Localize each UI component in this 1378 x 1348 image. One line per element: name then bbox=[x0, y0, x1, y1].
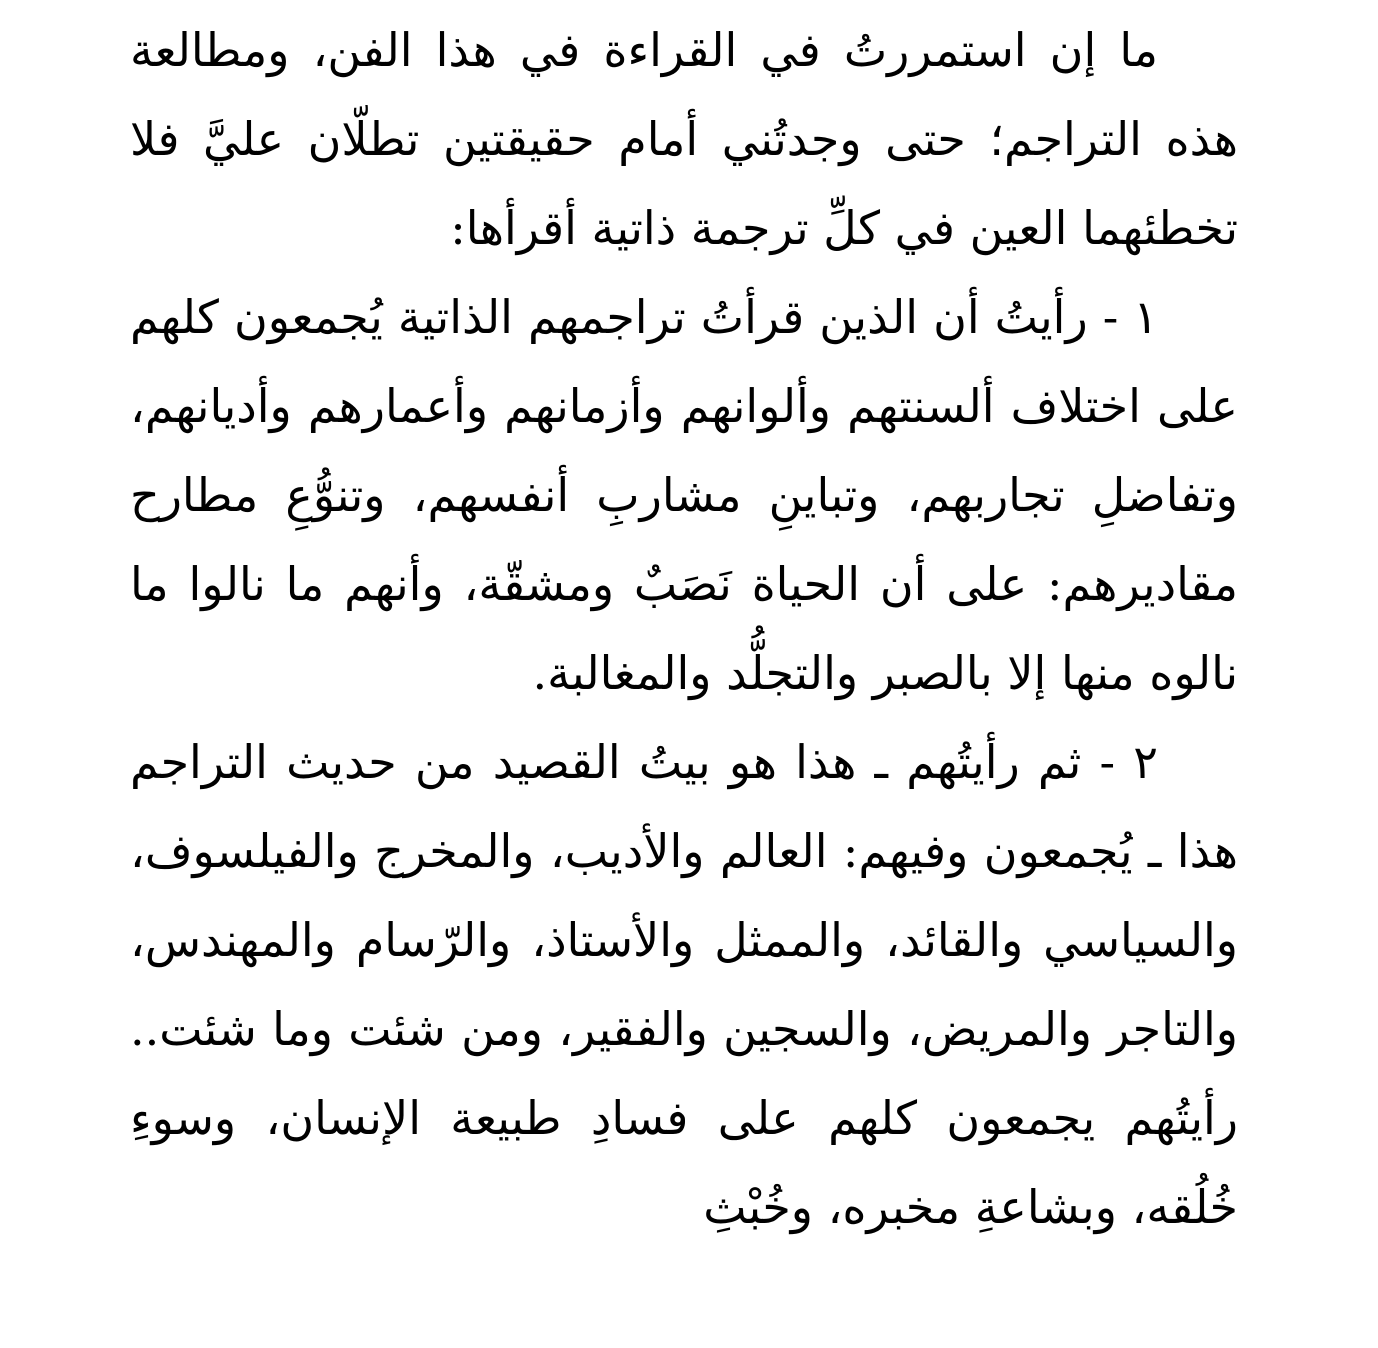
paragraph-intro: ما إن استمررتُ في القراءة في هذا الفن، ومطالعة هذه التراجم؛ حتى وجدتُني أمام حقيقتين تطلّان عليَّ فلا تخطئهما العين في كلِّ ترجمة ذاتية أقرأها: bbox=[130, 23, 1238, 255]
document-page bbox=[130, 6, 1238, 1252]
paragraph-point-one: ١ - رأيتُ أن الذين قرأتُ تراجمهم الذاتية يُجمعون كلهم على اختلاف ألسنتهم وألوانهم وأزمانهم وأعمارهم وأديانهم، وتفاضلِ تجاربهم، وتباينِ مشاربِ أنفسهم، وتنوُّعِ مطارح مقاديرهم: على أن الحياة نَصَبٌ ومشقّة، وأنهم ما نالوا ما نالوه منها إلا بالصبر والتجلُّد والمغالبة. bbox=[130, 290, 1238, 700]
paragraph-point-two: ٢ - ثم رأيتُهم ـ هذا هو بيتُ القصيد من حديث التراجم هذا ـ يُجمعون وفيهم: العالم والأديب، والمخرج والفيلسوف، والسياسي والقائد، والممثل والأستاذ، والرّسام والمهندس، والتاجر والمريض، والسجين والفقير، ومن شئت وما شئت.. رأيتُهم يجمعون كلهم على فسادِ طبيعة الإنسان، وسوءِ خُلُقه، وبشاعةِ مخبره، وخُبْثِ bbox=[130, 735, 1238, 1234]
